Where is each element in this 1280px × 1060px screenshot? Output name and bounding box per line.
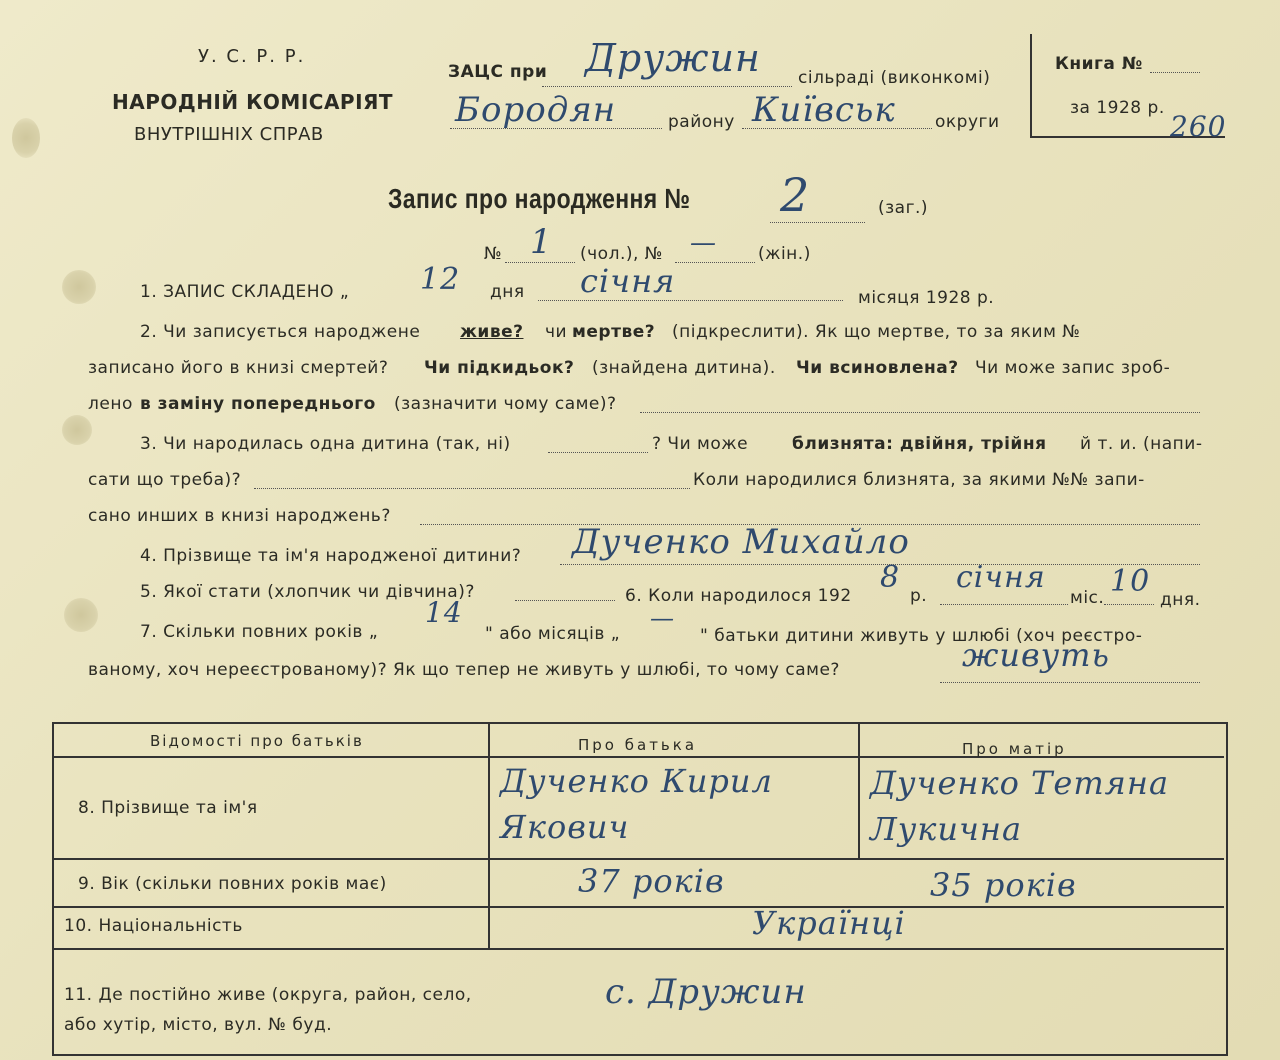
q6-label: 6. Коли народилося 192 <box>625 586 852 606</box>
q1-day-label: дня <box>490 282 525 302</box>
q1-label: 1. ЗАПИС СКЛАДЕНО „ <box>140 282 350 302</box>
okrug-value: Київськ <box>752 90 896 130</box>
table-header-parents: Відомості про батьків <box>150 732 364 750</box>
book-label: Книга № <box>1055 54 1143 74</box>
q2-c: (підкреслити). Як що мертве, то за яким № <box>672 322 1081 342</box>
q4-value: Дученко Михайло <box>572 522 910 562</box>
table-header-father: Про батька <box>578 736 698 754</box>
record-number: 2 <box>780 168 811 222</box>
row-residence-label: 11. Де постійно живе (округа, район, село, або хутір, місто, вул. № буд. <box>64 985 472 1035</box>
row-age-label: 9. Вік (скільки повних років має) <box>78 874 387 894</box>
table-header-mother: Про матір <box>962 740 1067 758</box>
q2-adopt: Чи всиновлена? <box>796 358 959 378</box>
q7-c: " батьки дитини живуть у шлюбі (хоч реєстро- <box>700 626 1143 646</box>
silradi-label: сільраді (виконкомі) <box>798 68 991 88</box>
row-name-label: 8. Прізвище та ім'я <box>78 798 258 818</box>
q3-a: 3. Чи народилась одна дитина (так, ні) <box>140 434 511 454</box>
q6-year: 8 <box>880 560 901 595</box>
q4-label: 4. Прізвище та ім'я народженої дитини? <box>140 546 522 566</box>
q7-a: 7. Скільки повних років „ <box>140 622 379 642</box>
okrug-label: округи <box>935 112 1000 132</box>
q2-a: 2. Чи записується народжене <box>140 322 421 342</box>
q6-day: 10 <box>1110 564 1151 599</box>
q7-b: " або місяців „ <box>485 624 621 644</box>
sub-no-label: № <box>484 244 503 264</box>
q2-alive: живе? <box>460 322 524 342</box>
zags-label: ЗАЦС при <box>448 62 548 82</box>
q1-day: 12 <box>420 262 461 297</box>
q6-r: р. <box>910 586 928 606</box>
ussr-label: У. С. Р. Р. <box>198 46 306 67</box>
table-col-divider <box>858 724 860 860</box>
female-label: (жін.) <box>758 244 811 264</box>
punch-hole <box>62 415 92 445</box>
q3-e: Коли народилися близнята, за якими №№ запи- <box>693 470 1145 490</box>
father-age: 37 років <box>578 862 725 900</box>
table-row-divider <box>54 858 1224 860</box>
residence-value: с. Дружин <box>605 972 807 1012</box>
q7-d: ваному, хоч нереєстрованому)? Як що тепер не живуть у шлюбі, то чому саме? <box>88 660 840 680</box>
punch-hole <box>62 270 96 304</box>
q3-c: й т. и. (напи- <box>1080 434 1203 454</box>
q2-e: (знайдена дитина). <box>592 358 776 378</box>
q2-dead: мертве? <box>572 322 656 342</box>
male-label: (чол.), № <box>580 244 663 264</box>
nationality-value: Українці <box>752 904 906 942</box>
q3-b: ? Чи може <box>652 434 749 454</box>
q6-month: січня <box>956 560 1046 595</box>
q5-label: 5. Якої стати (хлопчик чи дівчина)? <box>140 582 475 602</box>
q2-g: лено <box>88 394 133 414</box>
male-number: 1 <box>530 222 553 262</box>
q1-suffix: місяця 1928 р. <box>858 288 995 308</box>
rayon-label: району <box>668 112 735 132</box>
record-title: Запис про народження № <box>388 183 691 214</box>
punch-hole <box>64 598 98 632</box>
q3-d: сати що треба)? <box>88 470 242 490</box>
q6-dnya: дня. <box>1160 590 1201 610</box>
q3-f: сано инших в книзі народжень? <box>88 506 391 526</box>
row-nationality-label: 10. Національність <box>64 916 243 936</box>
org-name-line1: НАРОДНІЙ КОМІСАРІЯТ <box>112 90 394 114</box>
book-number: 260 <box>1170 110 1227 143</box>
father-name: Дученко Кирил Якович <box>500 762 773 846</box>
mother-name: Дученко Тетяна Лукична <box>870 764 1170 848</box>
district-value: Бородян <box>455 90 617 130</box>
zags-value: Дружин <box>585 36 761 80</box>
q2-b: чи <box>545 322 568 342</box>
q7-value: живуть <box>962 636 1110 674</box>
table-row-divider <box>54 948 1224 950</box>
q6-mis: міс. <box>1070 588 1105 608</box>
q3-twins: близнята: двійня, трійня <box>792 434 1047 454</box>
mother-age: 35 років <box>930 866 1077 904</box>
q7-years: 14 <box>425 596 463 629</box>
record-suffix: (заг.) <box>878 198 929 218</box>
q2-found: Чи підкидьок? <box>424 358 575 378</box>
q7-months: — <box>650 604 675 632</box>
book-box-left <box>1030 34 1032 138</box>
book-year-label: за 1928 р. <box>1070 98 1165 118</box>
q2-f: Чи може запис зроб- <box>975 358 1171 378</box>
q2-replace: в заміну попереднього <box>140 394 376 414</box>
punch-hole <box>12 118 40 158</box>
female-number: — <box>690 228 717 258</box>
q2-h: (зазначити чому саме)? <box>394 394 617 414</box>
table-row-divider <box>54 906 1224 908</box>
q2-d: записано його в книзі смертей? <box>88 358 389 378</box>
org-name-line2: ВНУТРІШНІХ СПРАВ <box>134 124 324 145</box>
q1-month: січня <box>580 262 676 300</box>
